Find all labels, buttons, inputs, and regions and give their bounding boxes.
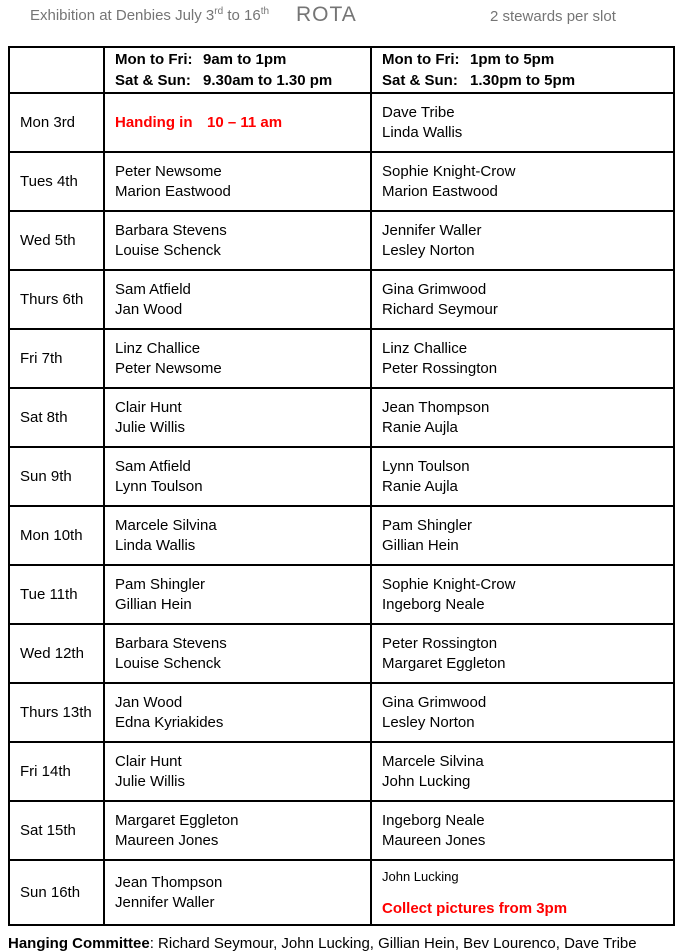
handing-in-label: Handing in — [115, 114, 193, 131]
afternoon-cell — [371, 624, 674, 683]
time-line — [115, 49, 364, 70]
morning-cell — [104, 624, 371, 683]
steward-name: Marcele Silvina — [115, 516, 217, 534]
time-days-label: Mon to Fri: — [382, 51, 460, 68]
time-days-label: Sat & Sun: — [115, 72, 191, 89]
steward-name: Barbara Stevens — [115, 221, 227, 239]
empty-corner-cell — [9, 47, 104, 93]
steward-name: Pam Shingler — [115, 575, 206, 593]
hanging-committee-label: Hanging Committee — [8, 935, 150, 952]
steward-name: Julie Willis — [115, 418, 186, 436]
steward-name: Clair Hunt — [115, 398, 182, 416]
morning-cell — [104, 329, 371, 388]
table-row-wed-5th — [9, 211, 674, 270]
steward-name: Sophie Knight-Crow — [382, 162, 516, 180]
morning-cell — [104, 860, 371, 925]
morning-cell — [104, 506, 371, 565]
time-line — [382, 49, 667, 70]
steward-name: Lynn Toulson — [382, 457, 470, 475]
date-cell: Wed 5th — [9, 211, 104, 270]
steward-name: Richard Seymour — [382, 300, 498, 318]
afternoon-cell — [371, 93, 674, 152]
steward-name: Linz Challice — [382, 339, 468, 357]
date-cell: Sun 9th — [9, 447, 104, 506]
steward-name: Peter Newsome — [115, 162, 222, 180]
table-row-thurs-13th — [9, 683, 674, 742]
steward-name: Louise Schenck — [115, 241, 221, 259]
collect-pictures-note: Collect pictures from 3pm — [382, 900, 568, 917]
table-row-mon-3rd — [9, 93, 674, 152]
steward-name: Lynn Toulson — [115, 477, 203, 495]
steward-name: Dave Tribe — [382, 103, 455, 121]
morning-cell — [104, 270, 371, 329]
title-text: to 16 — [223, 7, 261, 24]
date-cell: Mon 10th — [9, 506, 104, 565]
time-range: 1pm to 5pm — [470, 51, 555, 68]
date-cell: Tues 4th — [9, 152, 104, 211]
morning-cell — [104, 93, 371, 152]
title-superscript-th: th — [260, 6, 270, 17]
time-line — [115, 70, 364, 91]
date-cell: Fri 7th — [9, 329, 104, 388]
time-range: 9.30am to 1.30 pm — [203, 72, 333, 89]
time-days-label: Sat & Sun: — [382, 72, 458, 89]
afternoon-cell — [371, 565, 674, 624]
steward-name: Jean Thompson — [382, 398, 490, 416]
steward-name: Margaret Eggleton — [382, 654, 506, 672]
handing-in-note — [115, 114, 364, 131]
steward-name: Gina Grimwood — [382, 693, 487, 711]
date-cell: Wed 12th — [9, 624, 104, 683]
morning-cell — [104, 801, 371, 860]
document-header — [0, 0, 676, 34]
afternoon-cell — [371, 152, 674, 211]
time-line — [382, 70, 667, 91]
morning-cell — [104, 447, 371, 506]
steward-name: Ingeborg Neale — [382, 595, 485, 613]
afternoon-cell — [371, 801, 674, 860]
afternoon-times-cell — [371, 47, 674, 93]
afternoon-cell — [371, 683, 674, 742]
table-row-wed-12th — [9, 624, 674, 683]
morning-cell — [104, 565, 371, 624]
date-cell: Thurs 13th — [9, 683, 104, 742]
steward-name: Sophie Knight-Crow — [382, 575, 516, 593]
afternoon-cell — [371, 211, 674, 270]
steward-name: Jan Wood — [115, 693, 183, 711]
table-row-sun-16th — [9, 860, 674, 925]
title-superscript-rd: rd — [214, 6, 224, 17]
steward-name: Edna Kyriakides — [115, 713, 224, 731]
date-cell: Thurs 6th — [9, 270, 104, 329]
table-row-thurs-6th — [9, 270, 674, 329]
steward-name: Margaret Eggleton — [115, 811, 239, 829]
table-row-sun-9th — [9, 447, 674, 506]
hanging-committee-names: : Richard Seymour, John Lucking, Gillian Hein, Bev Lourenco, Dave Tribe — [149, 935, 637, 952]
steward-name: Gina Grimwood — [382, 280, 487, 298]
steward-name: Lesley Norton — [382, 241, 475, 259]
table-row-fri-7th — [9, 329, 674, 388]
steward-name: Ranie Aujla — [382, 418, 458, 436]
time-range: 9am to 1pm — [203, 51, 287, 68]
steward-name: Marcele Silvina — [382, 752, 484, 770]
steward-name: Gillian Hein — [115, 595, 192, 613]
steward-name: Peter Rossington — [382, 359, 498, 377]
afternoon-cell — [371, 329, 674, 388]
steward-name: Clair Hunt — [115, 752, 182, 770]
steward-name: Jennifer Waller — [382, 221, 482, 239]
table-row-fri-14th — [9, 742, 674, 801]
steward-name: Jean Thompson — [115, 873, 223, 891]
table-row-sat-15th — [9, 801, 674, 860]
morning-times-cell — [104, 47, 371, 93]
afternoon-cell — [371, 860, 674, 925]
steward-name: John Lucking — [382, 772, 471, 790]
steward-name: Marion Eastwood — [382, 182, 498, 200]
stewards-per-slot-note: 2 stewards per slot — [490, 8, 616, 25]
steward-name: Peter Newsome — [115, 359, 222, 377]
rota-heading: ROTA — [296, 3, 357, 26]
morning-cell — [104, 152, 371, 211]
steward-name: Gillian Hein — [382, 536, 459, 554]
date-cell: Fri 14th — [9, 742, 104, 801]
steward-name: Jennifer Waller — [115, 893, 215, 911]
hanging-committee-footer — [8, 935, 676, 952]
steward-name: Ranie Aujla — [382, 477, 458, 495]
document-title — [30, 7, 269, 24]
table-row-tues-4th — [9, 152, 674, 211]
rota-table — [8, 46, 675, 926]
morning-cell — [104, 388, 371, 447]
time-days-label: Mon to Fri: — [115, 51, 193, 68]
afternoon-cell — [371, 742, 674, 801]
date-cell: Sat 8th — [9, 388, 104, 447]
steward-name: Barbara Stevens — [115, 634, 227, 652]
afternoon-cell — [371, 447, 674, 506]
steward-name: Sam Atfield — [115, 457, 191, 475]
afternoon-cell — [371, 388, 674, 447]
table-row-mon-10th — [9, 506, 674, 565]
afternoon-cell — [371, 270, 674, 329]
morning-cell — [104, 683, 371, 742]
table-row-sat-8th — [9, 388, 674, 447]
time-range: 1.30pm to 5pm — [470, 72, 576, 89]
date-cell: Sat 15th — [9, 801, 104, 860]
steward-name: Marion Eastwood — [115, 182, 231, 200]
steward-name: Lesley Norton — [382, 713, 475, 731]
steward-name: John Lucking — [382, 869, 459, 884]
steward-name: Pam Shingler — [382, 516, 473, 534]
time-header-row — [9, 47, 674, 93]
morning-cell — [104, 742, 371, 801]
steward-name: Ingeborg Neale — [382, 811, 485, 829]
steward-name: Julie Willis — [115, 772, 186, 790]
handing-in-time: 10 – 11 am — [207, 114, 283, 131]
steward-name: Linz Challice — [115, 339, 201, 357]
steward-name: Sam Atfield — [115, 280, 191, 298]
date-cell: Mon 3rd — [9, 93, 104, 152]
morning-cell — [104, 211, 371, 270]
date-cell: Sun 16th — [9, 860, 104, 925]
date-cell: Tue 11th — [9, 565, 104, 624]
steward-name: Louise Schenck — [115, 654, 221, 672]
steward-name: Peter Rossington — [382, 634, 498, 652]
steward-name: Maureen Jones — [115, 831, 219, 849]
title-text: Exhibition at Denbies July 3 — [30, 7, 215, 24]
steward-name: Maureen Jones — [382, 831, 486, 849]
steward-name: Jan Wood — [115, 300, 183, 318]
table-row-tue-11th — [9, 565, 674, 624]
afternoon-cell — [371, 506, 674, 565]
steward-name: Linda Wallis — [115, 536, 196, 554]
steward-name: Linda Wallis — [382, 123, 463, 141]
